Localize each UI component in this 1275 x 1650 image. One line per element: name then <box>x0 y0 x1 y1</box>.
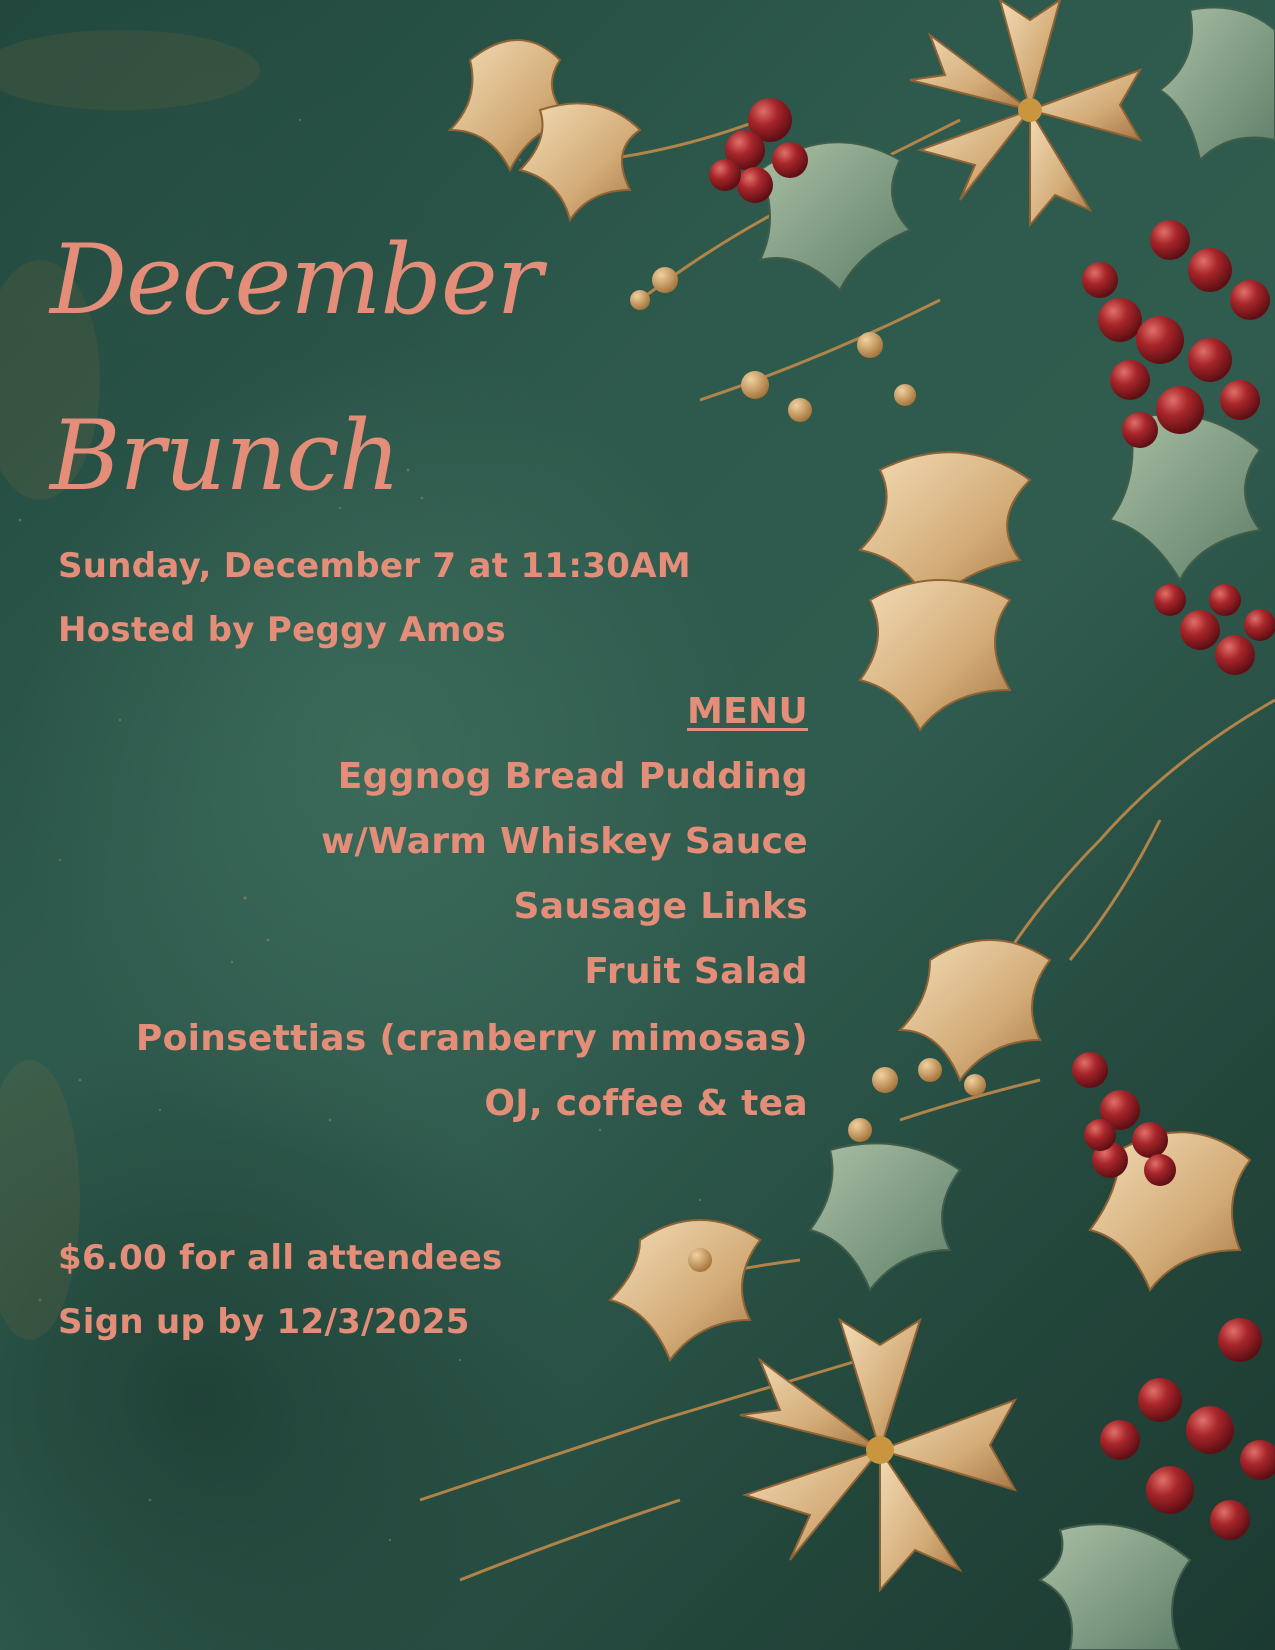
menu-item-5: Poinsettias (cranberry mimosas) <box>135 1018 808 1059</box>
menu-item-6: OJ, coffee & tea <box>484 1083 808 1124</box>
menu-item-4: Fruit Salad <box>584 951 808 992</box>
price-text: $6.00 for all attendees <box>58 1238 503 1278</box>
event-host: Hosted by Peggy Amos <box>58 610 506 650</box>
menu-item-1: Eggnog Bread Pudding <box>337 756 808 797</box>
event-date-time: Sunday, December 7 at 11:30AM <box>58 546 691 586</box>
event-title-line-2: Brunch <box>50 400 400 512</box>
menu-item-3: Sausage Links <box>513 886 808 927</box>
menu-item-2: w/Warm Whiskey Sauce <box>320 821 808 862</box>
signup-deadline: Sign up by 12/3/2025 <box>58 1302 470 1342</box>
menu-heading: MENU <box>687 691 808 732</box>
event-title-line-1: December <box>50 224 542 336</box>
